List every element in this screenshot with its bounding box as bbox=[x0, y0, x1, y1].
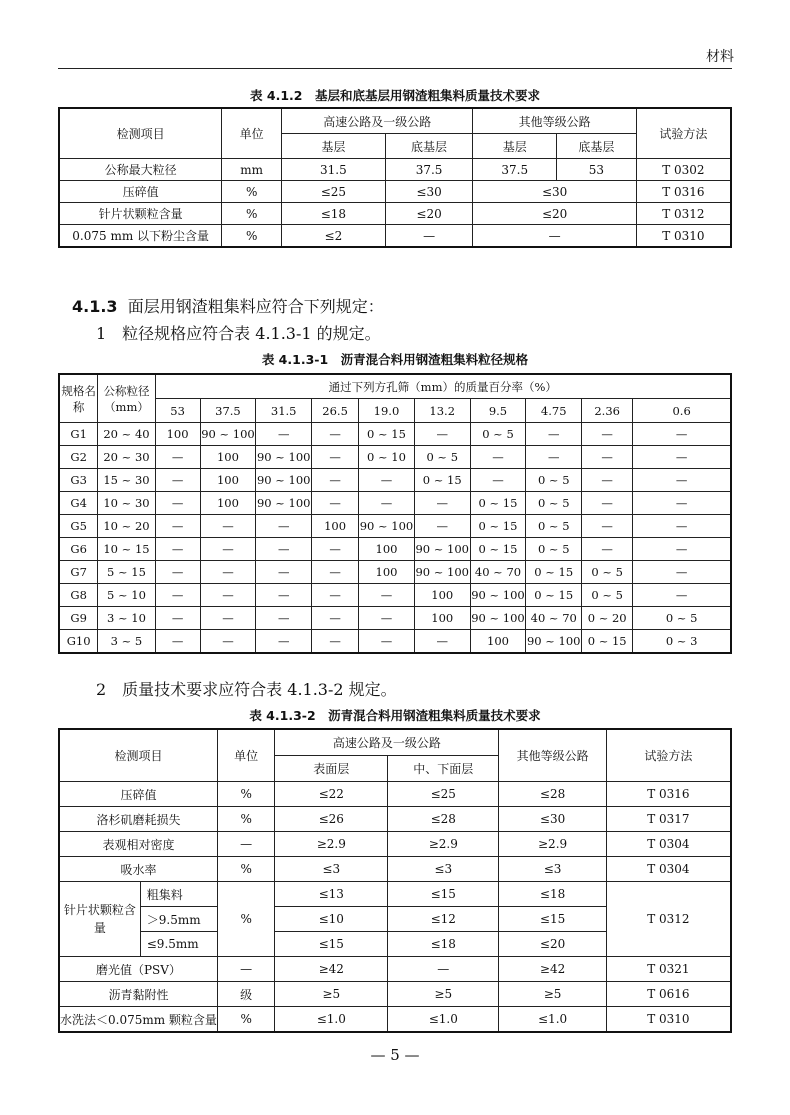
cell: 90 ~ 100 bbox=[359, 515, 415, 538]
cell: 0 ~ 5 bbox=[470, 423, 526, 446]
cell: ≤15 bbox=[499, 907, 606, 932]
sieve-size: 31.5 bbox=[256, 399, 312, 423]
cell: — bbox=[582, 538, 633, 561]
cell: T 0317 bbox=[606, 807, 731, 832]
table-row bbox=[59, 515, 731, 538]
cell: 90 ~ 100 bbox=[414, 561, 470, 584]
cell: ≥5 bbox=[388, 982, 499, 1007]
cell: ≤3 bbox=[388, 857, 499, 882]
cell: 0 ~ 3 bbox=[633, 630, 731, 654]
cell: — bbox=[312, 561, 359, 584]
table-row bbox=[59, 807, 731, 832]
cell: — bbox=[633, 584, 731, 607]
cell: G9 bbox=[59, 607, 98, 630]
cell: ≤1.0 bbox=[388, 1007, 499, 1033]
cell: ＞9.5mm bbox=[140, 907, 217, 932]
t3-h-other: 其他等级公路 bbox=[499, 729, 606, 782]
cell: 吸水率 bbox=[59, 857, 217, 882]
cell: 100 bbox=[155, 423, 200, 446]
cell: 15 ~ 30 bbox=[98, 469, 155, 492]
table-row bbox=[59, 492, 731, 515]
t3-h-method: 试验方法 bbox=[606, 729, 731, 782]
cell: ≤30 bbox=[473, 181, 636, 203]
cell: ≤15 bbox=[388, 882, 499, 907]
table-row bbox=[59, 1007, 731, 1033]
t3-h-group1: 高速公路及一级公路 bbox=[275, 729, 499, 756]
table-row bbox=[59, 957, 731, 982]
cell: — bbox=[200, 538, 256, 561]
cell: ≤2 bbox=[282, 225, 386, 248]
cell: 0 ~ 15 bbox=[470, 515, 526, 538]
t1-sub: 基层 bbox=[473, 134, 557, 159]
t3-h-item: 检测项目 bbox=[59, 729, 217, 782]
table-row bbox=[59, 630, 731, 654]
cell: T 0312 bbox=[636, 203, 731, 225]
t1-h-item: 检测项目 bbox=[59, 108, 222, 159]
cell: 0 ~ 5 bbox=[582, 561, 633, 584]
cell: — bbox=[633, 561, 731, 584]
cell: — bbox=[256, 515, 312, 538]
cell: ≤25 bbox=[282, 181, 386, 203]
cell: 洛杉矶磨耗损失 bbox=[59, 807, 217, 832]
cell: 90 ~ 100 bbox=[470, 584, 526, 607]
cell: T 0321 bbox=[606, 957, 731, 982]
cell: 100 bbox=[414, 584, 470, 607]
cell: ≤18 bbox=[388, 932, 499, 957]
cell: ≤18 bbox=[282, 203, 386, 225]
cell: 0 ~ 15 bbox=[526, 561, 582, 584]
cell: 磨光值（PSV） bbox=[59, 957, 217, 982]
cell: — bbox=[388, 957, 499, 982]
cell: — bbox=[155, 469, 200, 492]
cell: 针片状颗粒含量 bbox=[59, 882, 140, 957]
cell: 3 ~ 10 bbox=[98, 607, 155, 630]
cell: — bbox=[256, 423, 312, 446]
cell: G4 bbox=[59, 492, 98, 515]
cell: — bbox=[414, 423, 470, 446]
cell: 0 ~ 5 bbox=[414, 446, 470, 469]
cell: 100 bbox=[312, 515, 359, 538]
cell: 100 bbox=[200, 469, 256, 492]
cell: 0.075 mm 以下粉尘含量 bbox=[59, 225, 222, 248]
cell: G1 bbox=[59, 423, 98, 446]
cell: — bbox=[312, 584, 359, 607]
cell: G2 bbox=[59, 446, 98, 469]
cell: 0 ~ 5 bbox=[526, 538, 582, 561]
cell: ≤1.0 bbox=[499, 1007, 606, 1033]
t1-h-unit: 单位 bbox=[222, 108, 282, 159]
cell: 20 ~ 40 bbox=[98, 423, 155, 446]
cell: 0 ~ 5 bbox=[526, 515, 582, 538]
clause-4-1-3 bbox=[72, 294, 384, 317]
cell: 0 ~ 10 bbox=[359, 446, 415, 469]
cell: % bbox=[217, 882, 274, 957]
cell: — bbox=[256, 584, 312, 607]
cell: ≤28 bbox=[499, 782, 606, 807]
cell: 100 bbox=[200, 492, 256, 515]
cell: — bbox=[200, 561, 256, 584]
cell: T 0316 bbox=[606, 782, 731, 807]
cell: — bbox=[312, 492, 359, 515]
cell: 100 bbox=[359, 561, 415, 584]
cell: 10 ~ 30 bbox=[98, 492, 155, 515]
t3-top bbox=[59, 782, 731, 882]
cell: — bbox=[155, 446, 200, 469]
cell: — bbox=[200, 630, 256, 654]
cell: G5 bbox=[59, 515, 98, 538]
cell: 0 ~ 15 bbox=[414, 469, 470, 492]
table-row bbox=[59, 782, 731, 807]
cell: 37.5 bbox=[385, 159, 473, 181]
cell: — bbox=[155, 584, 200, 607]
cell: — bbox=[385, 225, 473, 248]
cell: % bbox=[222, 203, 282, 225]
sieve-header-row bbox=[59, 399, 731, 423]
table-row bbox=[59, 159, 731, 181]
cell: — bbox=[155, 538, 200, 561]
cell: — bbox=[582, 446, 633, 469]
cell: ≥42 bbox=[275, 957, 388, 982]
cell: T 0310 bbox=[606, 1007, 731, 1033]
cell: 90 ~ 100 bbox=[256, 469, 312, 492]
cell: — bbox=[359, 492, 415, 515]
clause-text: 面层用钢渣粗集料应符合下列规定： bbox=[127, 297, 384, 316]
cell: 100 bbox=[359, 538, 415, 561]
table-row bbox=[59, 607, 731, 630]
cell: 5 ~ 10 bbox=[98, 584, 155, 607]
cell: 公称最大粒径 bbox=[59, 159, 222, 181]
cell: ≤12 bbox=[388, 907, 499, 932]
cell: ≤1.0 bbox=[275, 1007, 388, 1033]
cell: — bbox=[582, 423, 633, 446]
cell: — bbox=[256, 607, 312, 630]
section-header: 材料 bbox=[706, 49, 734, 65]
cell: — bbox=[582, 515, 633, 538]
cell: — bbox=[256, 561, 312, 584]
table-row bbox=[59, 882, 731, 907]
cell: % bbox=[217, 782, 274, 807]
cell: T 0310 bbox=[636, 225, 731, 248]
cell: ≤28 bbox=[388, 807, 499, 832]
cell: — bbox=[633, 492, 731, 515]
cell: — bbox=[312, 538, 359, 561]
cell: T 0616 bbox=[606, 982, 731, 1007]
cell: — bbox=[155, 607, 200, 630]
cell: — bbox=[256, 630, 312, 654]
sieve-size: 37.5 bbox=[200, 399, 256, 423]
cell: — bbox=[155, 561, 200, 584]
cell: T 0316 bbox=[636, 181, 731, 203]
cell: — bbox=[470, 469, 526, 492]
cell: 90 ~ 100 bbox=[256, 492, 312, 515]
cell: % bbox=[217, 1007, 274, 1033]
table-row bbox=[59, 538, 731, 561]
cell: G7 bbox=[59, 561, 98, 584]
cell: — bbox=[473, 225, 636, 248]
cell: — bbox=[312, 630, 359, 654]
t3-h-midlow: 中、下面层 bbox=[388, 756, 499, 782]
t2-body bbox=[59, 423, 731, 654]
header-divider bbox=[58, 68, 732, 69]
cell: — bbox=[155, 515, 200, 538]
cell: 压碎值 bbox=[59, 181, 222, 203]
t1-sub: 基层 bbox=[282, 134, 386, 159]
cell: 0 ~ 20 bbox=[582, 607, 633, 630]
cell: — bbox=[633, 515, 731, 538]
cell: — bbox=[414, 492, 470, 515]
cell: T 0302 bbox=[636, 159, 731, 181]
cell: — bbox=[414, 515, 470, 538]
table1-caption: 表 4.1.2 基层和底基层用钢渣粗集料质量技术要求 bbox=[250, 88, 540, 103]
cell: T 0312 bbox=[606, 882, 731, 957]
sieve-size: 2.36 bbox=[582, 399, 633, 423]
table-row bbox=[59, 469, 731, 492]
cell: 31.5 bbox=[282, 159, 386, 181]
cell: — bbox=[414, 630, 470, 654]
cell: — bbox=[312, 607, 359, 630]
t3-h-surface: 表面层 bbox=[275, 756, 388, 782]
table-row bbox=[59, 203, 731, 225]
cell: 沥青黏附性 bbox=[59, 982, 217, 1007]
cell: G10 bbox=[59, 630, 98, 654]
cell: % bbox=[217, 857, 274, 882]
t2-h-size: 公称粒径（mm） bbox=[98, 374, 155, 423]
cell: — bbox=[155, 630, 200, 654]
cell: G8 bbox=[59, 584, 98, 607]
table-row bbox=[59, 982, 731, 1007]
cell: ≥42 bbox=[499, 957, 606, 982]
cell: 40 ~ 70 bbox=[526, 607, 582, 630]
t3-bottom bbox=[59, 957, 731, 1033]
t2-h-pass: 通过下列方孔筛（mm）的质量百分率（%） bbox=[155, 374, 731, 399]
cell: 0 ~ 5 bbox=[633, 607, 731, 630]
cell: 37.5 bbox=[473, 159, 557, 181]
cell: 20 ~ 30 bbox=[98, 446, 155, 469]
item-2-text: 2 质量技术要求应符合表 4.1.3-2 规定。 bbox=[96, 680, 397, 699]
cell: 0 ~ 15 bbox=[359, 423, 415, 446]
cell: % bbox=[222, 181, 282, 203]
cell: — bbox=[633, 446, 731, 469]
cell: ≤18 bbox=[499, 882, 606, 907]
cell: — bbox=[359, 607, 415, 630]
table2-caption: 表 4.1.3-1 沥青混合料用钢渣粗集料粒径规格 bbox=[261, 352, 529, 367]
cell: 100 bbox=[200, 446, 256, 469]
cell: ≤30 bbox=[385, 181, 473, 203]
cell: — bbox=[312, 423, 359, 446]
cell: ≤10 bbox=[275, 907, 388, 932]
cell: 90 ~ 100 bbox=[256, 446, 312, 469]
cell: G3 bbox=[59, 469, 98, 492]
cell: 5 ~ 15 bbox=[98, 561, 155, 584]
table-row bbox=[59, 584, 731, 607]
sieve-size: 26.5 bbox=[312, 399, 359, 423]
cell: 水洗法＜0.075mm 颗粒含量 bbox=[59, 1007, 217, 1033]
cell: ≤30 bbox=[499, 807, 606, 832]
cell: 针片状颗粒含量 bbox=[59, 203, 222, 225]
cell: — bbox=[633, 423, 731, 446]
cell: 0 ~ 15 bbox=[470, 538, 526, 561]
cell: 0 ~ 15 bbox=[526, 584, 582, 607]
page-number: — 5 — bbox=[370, 1046, 420, 1064]
cell: — bbox=[633, 469, 731, 492]
cell: 90 ~ 100 bbox=[414, 538, 470, 561]
cell: — bbox=[200, 607, 256, 630]
cell: — bbox=[633, 538, 731, 561]
cell: — bbox=[526, 423, 582, 446]
cell: — bbox=[312, 469, 359, 492]
sieve-size: 13.2 bbox=[414, 399, 470, 423]
cell: — bbox=[470, 446, 526, 469]
cell: 0 ~ 5 bbox=[582, 584, 633, 607]
cell: — bbox=[256, 538, 312, 561]
t1-sub: 底基层 bbox=[385, 134, 473, 159]
cell: ≤20 bbox=[473, 203, 636, 225]
table-row bbox=[59, 446, 731, 469]
cell: 0 ~ 15 bbox=[582, 630, 633, 654]
cell: — bbox=[582, 492, 633, 515]
cell: ≥5 bbox=[499, 982, 606, 1007]
cell: ≤25 bbox=[388, 782, 499, 807]
cell: ≤3 bbox=[499, 857, 606, 882]
cell: ≥2.9 bbox=[388, 832, 499, 857]
cell: 40 ~ 70 bbox=[470, 561, 526, 584]
cell: — bbox=[359, 630, 415, 654]
cell: — bbox=[217, 957, 274, 982]
sieve-size: 19.0 bbox=[359, 399, 415, 423]
cell: ≤22 bbox=[275, 782, 388, 807]
cell: 3 ~ 5 bbox=[98, 630, 155, 654]
cell: mm bbox=[222, 159, 282, 181]
cell: 53 bbox=[557, 159, 637, 181]
table-row bbox=[59, 423, 731, 446]
cell: ≤20 bbox=[499, 932, 606, 957]
cell: T 0304 bbox=[606, 832, 731, 857]
cell: ≤3 bbox=[275, 857, 388, 882]
cell: G6 bbox=[59, 538, 98, 561]
cell: — bbox=[359, 469, 415, 492]
cell: — bbox=[582, 469, 633, 492]
cell: ≥2.9 bbox=[275, 832, 388, 857]
cell: ≤20 bbox=[385, 203, 473, 225]
cell: ≥5 bbox=[275, 982, 388, 1007]
sieve-size: 0.6 bbox=[633, 399, 731, 423]
cell: ≤26 bbox=[275, 807, 388, 832]
cell: % bbox=[217, 807, 274, 832]
cell: 压碎值 bbox=[59, 782, 217, 807]
table-row bbox=[59, 561, 731, 584]
cell: 表观相对密度 bbox=[59, 832, 217, 857]
t1-h-group2: 其他等级公路 bbox=[473, 108, 636, 134]
cell: 0 ~ 15 bbox=[470, 492, 526, 515]
cell: 100 bbox=[414, 607, 470, 630]
cell: 0 ~ 5 bbox=[526, 492, 582, 515]
table-4-1-3-1 bbox=[58, 373, 732, 654]
table-row bbox=[59, 832, 731, 857]
sieve-size: 9.5 bbox=[470, 399, 526, 423]
cell: 粗集料 bbox=[140, 882, 217, 907]
t1-sub: 底基层 bbox=[557, 134, 637, 159]
clause-number: 4.1.3 bbox=[72, 297, 118, 316]
cell: ≤15 bbox=[275, 932, 388, 957]
cell: 10 ~ 20 bbox=[98, 515, 155, 538]
table3-caption: 表 4.1.3-2 沥青混合料用钢渣粗集料质量技术要求 bbox=[249, 708, 541, 723]
t1-h-method: 试验方法 bbox=[636, 108, 731, 159]
cell: 90 ~ 100 bbox=[200, 423, 256, 446]
cell: — bbox=[155, 492, 200, 515]
cell: ≤9.5mm bbox=[140, 932, 217, 957]
cell: 0 ~ 5 bbox=[526, 469, 582, 492]
sieve-size: 4.75 bbox=[526, 399, 582, 423]
cell: 90 ~ 100 bbox=[470, 607, 526, 630]
table-4-1-3-2 bbox=[58, 728, 732, 1033]
cell: 级 bbox=[217, 982, 274, 1007]
item-1-text: 1 粒径规格应符合表 4.1.3-1 的规定。 bbox=[96, 324, 381, 343]
cell: 100 bbox=[470, 630, 526, 654]
cell: — bbox=[200, 515, 256, 538]
cell: — bbox=[312, 446, 359, 469]
cell: T 0304 bbox=[606, 857, 731, 882]
cell: 10 ~ 15 bbox=[98, 538, 155, 561]
cell: — bbox=[359, 584, 415, 607]
cell: 90 ~ 100 bbox=[526, 630, 582, 654]
cell: % bbox=[222, 225, 282, 248]
cell: ≤13 bbox=[275, 882, 388, 907]
cell: — bbox=[200, 584, 256, 607]
table-row bbox=[59, 181, 731, 203]
t3-h-unit: 单位 bbox=[217, 729, 274, 782]
table-row bbox=[59, 225, 731, 248]
cell: ≥2.9 bbox=[499, 832, 606, 857]
t2-h-name: 规格名称 bbox=[59, 374, 98, 423]
cell: — bbox=[526, 446, 582, 469]
t1-h-group1: 高速公路及一级公路 bbox=[282, 108, 473, 134]
table-row bbox=[59, 857, 731, 882]
sieve-size: 53 bbox=[155, 399, 200, 423]
cell: — bbox=[217, 832, 274, 857]
table-4-1-2 bbox=[58, 107, 732, 248]
